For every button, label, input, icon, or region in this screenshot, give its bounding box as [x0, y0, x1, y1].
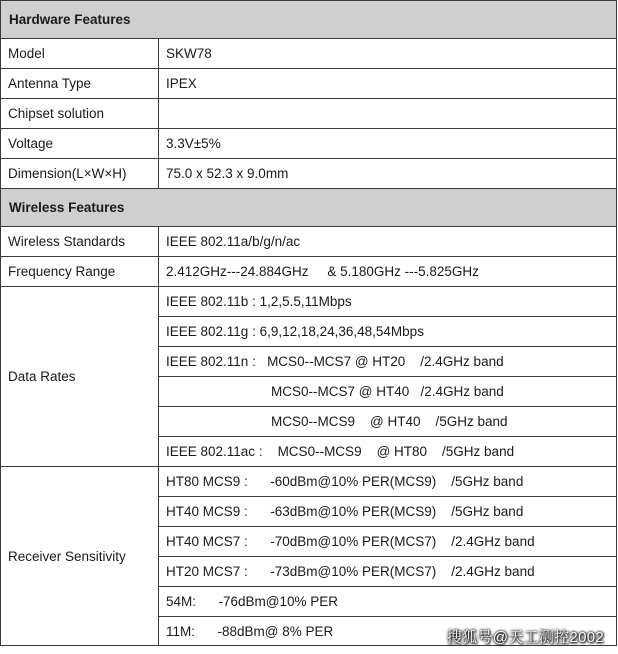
- row-value-standards: IEEE 802.11a/b/g/n/ac: [159, 227, 617, 257]
- row-label-frequency: Frequency Range: [1, 257, 159, 287]
- row-label-antenna: Antenna Type: [1, 69, 159, 99]
- table-row: [1, 99, 617, 129]
- sensitivity-value: HT20 MCS7 : -73dBm@10% PER(MCS7) /2.4GHz band: [159, 557, 617, 587]
- sensitivity-value: HT40 MCS9 : -63dBm@10% PER(MCS9) /5GHz band: [159, 497, 617, 527]
- table-row: [1, 287, 617, 317]
- sensitivity-value: 54M: -76dBm@10% PER: [159, 587, 617, 617]
- row-value-model: SKW78: [159, 39, 617, 69]
- row-label-sensitivity: Receiver Sensitivity: [1, 467, 159, 646]
- data-rate-value: IEEE 802.11g : 6,9,12,18,24,36,48,54Mbps: [159, 317, 617, 347]
- row-value-chipset: [159, 99, 617, 129]
- row-value-dimension: 75.0 x 52.3 x 9.0mm: [159, 159, 617, 189]
- row-label-voltage: Voltage: [1, 129, 159, 159]
- data-rate-value: MCS0--MCS9 @ HT40 /5GHz band: [159, 407, 617, 437]
- wireless-section-header-row: [1, 189, 617, 227]
- hardware-section-header-row: [1, 1, 617, 39]
- data-rate-value: IEEE 802.11b : 1,2,5.5,11Mbps: [159, 287, 617, 317]
- table-row: [1, 129, 617, 159]
- sensitivity-value: HT80 MCS9 : -60dBm@10% PER(MCS9) /5GHz band: [159, 467, 617, 497]
- row-label-chipset: Chipset solution: [1, 99, 159, 129]
- row-label-model: Model: [1, 39, 159, 69]
- row-value-antenna: IPEX: [159, 69, 617, 99]
- table-row: [1, 257, 617, 287]
- table-row: [1, 227, 617, 257]
- row-label-standards: Wireless Standards: [1, 227, 159, 257]
- table-row: [1, 467, 617, 497]
- row-value-frequency: 2.412GHz---24.884GHz & 5.180GHz ---5.825GHz: [159, 257, 617, 287]
- sensitivity-value: HT40 MCS7 : -70dBm@10% PER(MCS7) /2.4GHz band: [159, 527, 617, 557]
- row-label-data-rates: Data Rates: [1, 287, 159, 467]
- table-row: [1, 69, 617, 99]
- data-rate-value: IEEE 802.11ac : MCS0--MCS9 @ HT80 /5GHz band: [159, 437, 617, 467]
- table-row: [1, 39, 617, 69]
- hardware-section-header: Hardware Features: [1, 1, 617, 39]
- wireless-section-header: Wireless Features: [1, 189, 617, 227]
- data-rate-value: IEEE 802.11n : MCS0--MCS7 @ HT20 /2.4GHz band: [159, 347, 617, 377]
- watermark-text: 搜狐号@天工测控2002: [446, 629, 604, 646]
- table-row: [1, 159, 617, 189]
- row-value-voltage: 3.3V±5%: [159, 129, 617, 159]
- sensitivity-value: 11M: -88dBm@ 8% PER: [159, 617, 617, 646]
- row-label-dimension: Dimension(L×W×H): [1, 159, 159, 189]
- data-rate-value: MCS0--MCS7 @ HT40 /2.4GHz band: [159, 377, 617, 407]
